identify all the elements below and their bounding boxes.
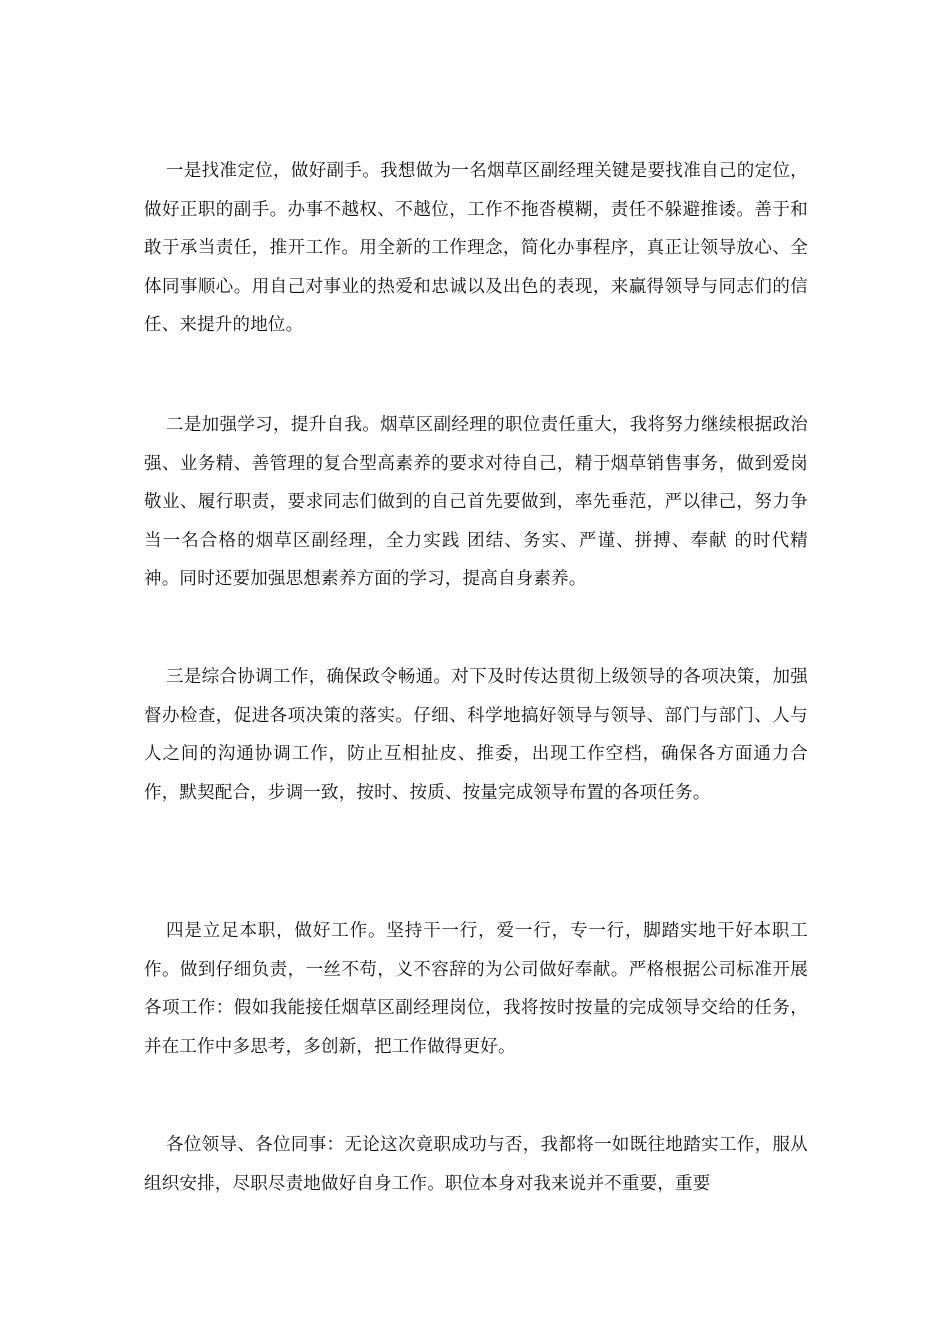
paragraph-duty: 四是立足本职，做好工作。坚持干一行，爱一行，专一行，脚踏实地干好本职工作。做到仔细负责，一丝不苟，义不容辞的为公司做好奉献。严格根据公司标准开展各项工作：假如我能接任烟草区副经理岗位，我将按时按量的完成领导交给的任务，并在工作中多思考，多创新，把工作做得更好。 xyxy=(144,921,808,1057)
paragraph-positioning: 一是找准定位，做好副手。我想做为一名烟草区副经理关键是要找准自己的定位，做好正职的副手。办事不越权、不越位，工作不拖沓模糊，责任不躲避推诿。善于和敢于承当责任，推开工作。用全新的工作理念，简化办事程序，真正让领导放心、全体同事顺心。用自己对事业的热爱和忠诚以及出色的表现，来赢得领导与同志们的信任、来提升的地位。 xyxy=(144,161,808,336)
paragraph-closing: 各位领导、各位同事：无论这次竟职成功与否，我都将一如既往地踏实工作，服从组织安排，尽职尽责地做好自身工作。职位本身对我来说并不重要，重要 xyxy=(144,1135,808,1194)
paragraph-learning: 二是加强学习，提升自我。烟草区副经理的职位责任重大，我将努力继续根据政治强、业务精、善管理的复合型高素养的要求对待自己，精于烟草销售事务，做到爱岗敬业、履行职责，要求同志们做到的自己首先要做到，率先垂范，严以律己，努力争当一名合格的烟草区副经理，全力实践 团结、务实、严谨、拼搏、奉献 的时代精神。同时还要加强思想素养方面的学习，提高自身素养。 xyxy=(144,415,808,590)
paragraph-coordination: 三是综合协调工作，确保政令畅通。对下及时传达贯彻上级领导的各项决策，加强督办检查，促进各项决策的落实。仔细、科学地搞好领导与领导、部门与部门、人与人之间的沟通协调工作，防止互相扯皮、推委，出现工作空档，确保各方面通力合作，默契配合，步调一致，按时、按质、按量完成领导布置的各项任务。 xyxy=(144,667,808,803)
